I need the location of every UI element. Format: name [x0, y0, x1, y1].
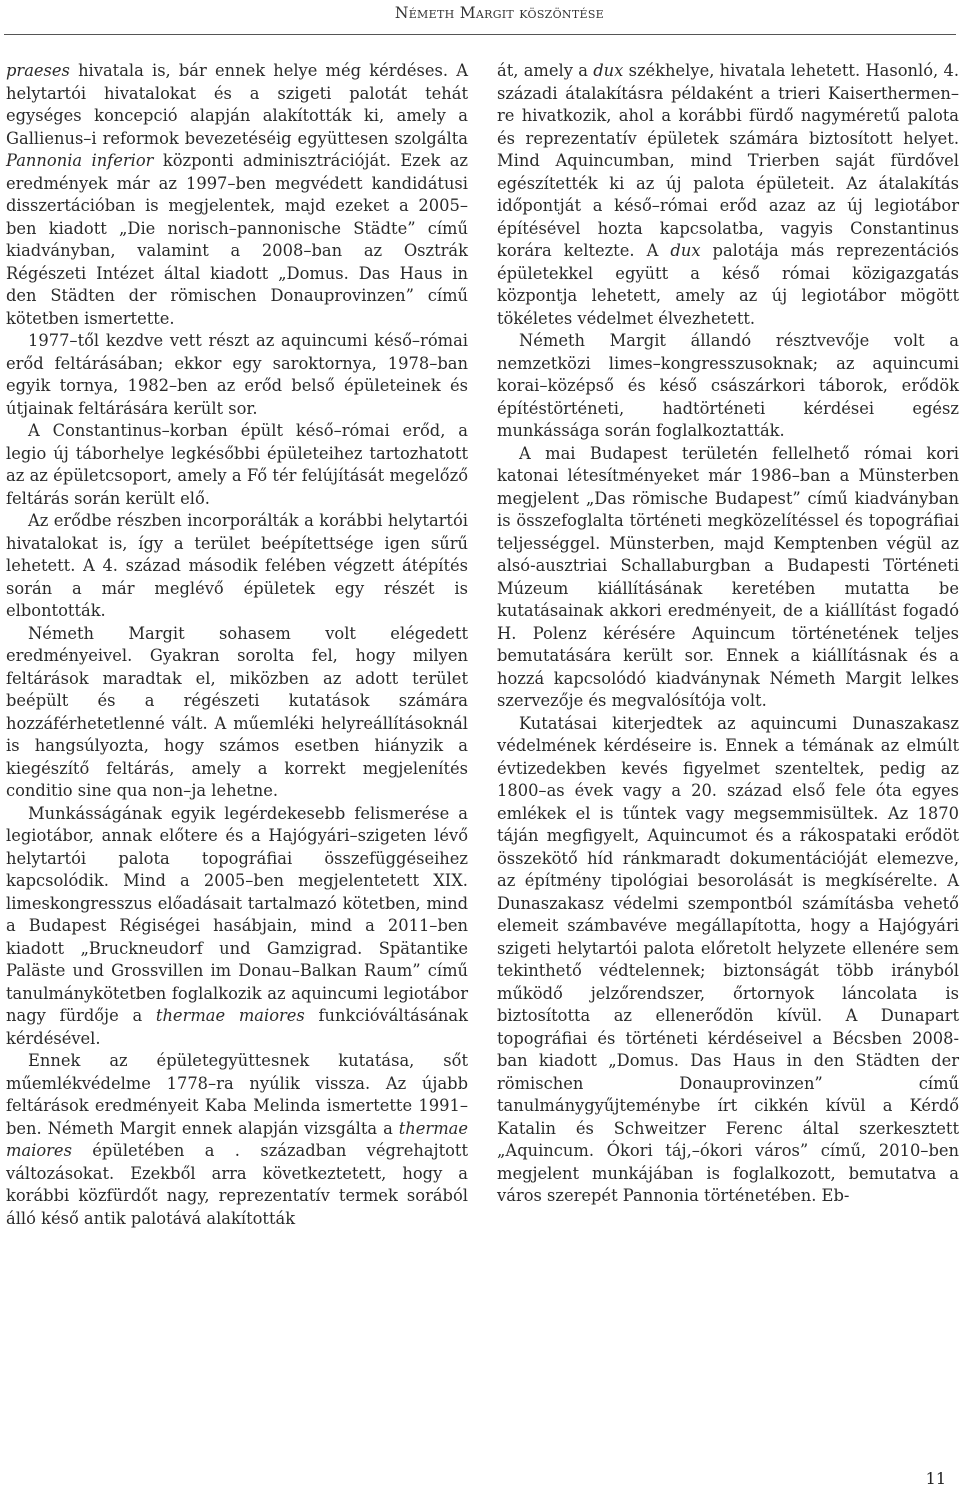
paragraph: A Constantinus–korban épült késő–római erőd, a legio új táborhelye legkésőbbi épületeihez tartozhatott az az épületcsoport, amely a Fő tér felújítását megelőző feltárás során került elő.: [6, 421, 468, 508]
paragraph: Ennek az épületegyüttesnek kutatása, sőt műemlékvédelme 1778–ra nyúlik vissza. Az újabb feltárások eredményeit Kaba Melinda ismertette 1991–ben. Németh Margit ennek alapján vizsgálta a thermae maiores épületében a . században végrehajtott változásokat. Ezekből arra következtetett, hogy a korábbi közfürdőt nagy, reprezentatív termek sorából álló késő antik palotává alakították: [6, 1051, 468, 1228]
paragraph: Németh Margit sohasem volt elégedett eredményeivel. Gyakran sorolta fel, hogy milyen feltárások maradtak el, miközben az adott terület beépült és a régészeti kutatások számára hozzáférhetetlenné vált. A műemléki helyreállításoknál is hangsúlyozta, hogy számos esetben hiányzik a kiegészítő feltárás, amely a korrekt megjelenítés conditio sine qua non–ja lehetne.: [6, 623, 468, 800]
paragraph: praeses hivatala is, bár ennek helye még kérdéses. A helytartói hivatalokat és a szigeti palotát tehát egységes koncepció alapján alakították ki, amely a Gallienus–i reformok bevezetéséig együttesen szolgálta Pannonia inferior központi adminisztrációját. Ezek az eredmények már az 1997–ben megvédett kandidátusi disszertációban is megjelentek, majd ezeket a 2005–ben kiadott „Die norisch–pannonische Städte” című kiadványban, valamint a 2008–ban az Osztrák Régészeti Intézet által kiadott „Domus. Das Haus in den Städten der römischen Donauprovinzen” című kötetben ismertette.: [6, 61, 468, 328]
right-column: [497, 60, 959, 1208]
paragraph: Kutatásai kiterjedtek az aquincumi Dunaszakasz védelmének kérdéseire is. Ennek a témának az elmúlt évtizedekben kevés figyelmet szenteltek, pedig az 1800–as évek vagy a 20. század első fele óta egyes emlékek el is tűntek vagy megsemmisültek. Az 1870 táján megfigyelt, Aquincumot és a rákospataki erődöt összekötő híd ránkmaradt dokumentációját elemezve, az építmény tipológiai besorolását is megkísérelte. A Dunaszakasz védelmi szempontból számításba vehető elemeit számbavéve megállapította, hogy a Hajógyári szigeti helytartói palota előretolt helyzete ellenére sem tekinthető védtelennek; biztonságát több irányból működő jelzőrendszer, őrtornyok láncolata is biztosította az ellenerődön kívül. A Dunapart topográfiai és történeti kérdéseivel a Bécsben 2008-ban kiadott „Domus. Das Haus in den Städten der römischen Donauprovinzen” című tanulmánygyűjteménybe írt cikkén kívül a Kérdő Katalin és Schweitzer Ferenc által szerkesztett „Aquincum. Ókori táj,–ókori város” című, 2010–ben megjelent munkájában is foglalkozott, bemutatva a város szerepét Pannonia történetében. Eb-: [497, 713, 959, 1205]
paragraph: Az erődbe részben incorporálták a korábbi helytartói hivatalokat is, így a terület beépítettsége igen sűrű lehetett. A 4. század második felében végzett átépítés során a már meglévő épületek egy részét is elbontották.: [6, 511, 468, 620]
paragraph: A mai Budapest területén fellelhető római kori katonai létesítményeket már 1986–ban a Münsterben megjelent „Das römische Budapest” című kiadványban is összefoglalta történeti megközelítéssel és topográfiai teljességgel. Münsterben, majd Kemptenben végül az alsó-ausztriai Schallaburgban a Budapesti Történeti Múzeum kiállításának keretében mutatta be kutatásainak akkori eredményeit, de a kiállítást fogadó H. Polenz kérésére Aquincum történetének teljes bemutatására került sor. Ennek a kiállításnak és a hozzá kapcsolódó kiadványnak Németh Margit lelkes szervezője és megvalósítója volt.: [497, 443, 959, 710]
paragraph: 1977–től kezdve vett részt az aquincumi késő–római erőd feltárásában; ekkor egy saroktornya, 1978–ban egyik tornya, 1982–ben az erőd belső épületeinek és útjainak feltárására került sor.: [6, 331, 468, 418]
running-header: Németh Margit köszöntése: [394, 4, 604, 22]
paragraph: Munkásságának egyik legérdekesebb felismerése a legiotábor, annak előtere és a Hajógyári–szigeten lévő helytartói palota topográfiai összefüggéseihez kapcsolódik. Mind a 2005–ben megjelentetett XIX. limeskongresszus előadásait tartalmazó kötetben, mind a Budapest Régiségei hasábjain, mind a 2011–ben kiadott „Bruckneudorf und Gamzigrad. Spätantike Paläste und Grossvillen im Donau–Balkan Raum” című tanulmánykötetben foglalkozik az aquincumi legiotábor nagy fürdője a thermae maiores funkcióváltásának kérdésével.: [6, 803, 468, 1048]
paragraph: át, amely a dux székhelye, hivatala lehetett. Hasonló, 4. századi átalakításra példaként a trieri Kaiserthermen–re hivatkozik, ahol a korábbi fürdő nagyméretű palota és reprezentatív épületek számára biztosított helyet. Mind Aquincumban, mind Trierben saját fürdővel egészítették ki az új palota épületeit. Az átalakítás időpontját a késő–római erőd azaz az új legiotábor építésével hozta kapcsolatba, vagyis Constantinus korára keltezte. A dux palotája más reprezentációs épületekkel együtt a késő római közigazgatás központja lehetett, amely az új legiotábor mögött tökéletes védelmet élvezhetett.: [497, 61, 960, 328]
paragraph: Németh Margit állandó résztvevője volt a nemzetközi limes–kongresszusoknak; az aquincumi korai–középső és késő császárkori táborok, erődök építéstörténeti, hadtörténeti kérdései egész munkássága során foglalkoztatták.: [497, 331, 959, 440]
header-divider: [4, 34, 956, 35]
left-column: [6, 60, 468, 1230]
page-number: 11: [925, 1469, 946, 1488]
